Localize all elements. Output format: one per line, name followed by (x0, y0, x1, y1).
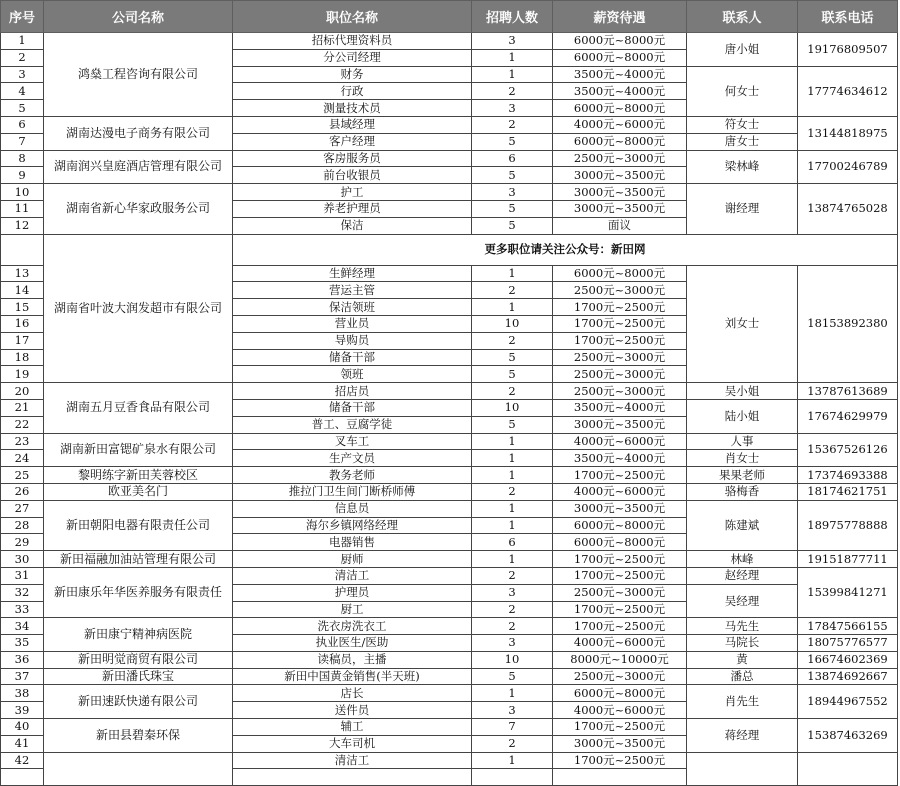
position-cell: 读稿员，主播 (233, 651, 472, 668)
position-cell: 导购员 (233, 332, 472, 349)
row-number-cell: 32 (1, 584, 44, 601)
row-number-cell: 41 (1, 735, 44, 752)
row-number-cell: 36 (1, 651, 44, 668)
salary-cell: 面议 (553, 217, 687, 234)
row-number-cell: 26 (1, 483, 44, 500)
headcount-cell: 1 (472, 66, 553, 83)
headcount-cell: 5 (472, 200, 553, 217)
company-cell: 湖南省叶波大润发超市有限公司 (44, 234, 233, 383)
salary-cell: 1700元~2500元 (553, 567, 687, 584)
contact-cell: 肖女士 (687, 450, 798, 467)
row-number-cell: 5 (1, 100, 44, 117)
headcount-cell: 5 (472, 217, 553, 234)
salary-cell: 6000元~8000元 (553, 100, 687, 117)
company-cell: 新田朝阳电器有限责任公司 (44, 500, 233, 550)
position-cell: 财务 (233, 66, 472, 83)
company-cell: 新田康宁精神病医院 (44, 618, 233, 652)
position-cell: 保洁 (233, 217, 472, 234)
table-row (1, 33, 898, 50)
phone-cell: 19176809507 (798, 33, 898, 67)
headcount-cell: 5 (472, 366, 553, 383)
headcount-cell: 1 (472, 450, 553, 467)
phone-cell: 17847566155 (798, 618, 898, 635)
salary-cell: 1700元~2500元 (553, 618, 687, 635)
row-number-cell: 38 (1, 685, 44, 702)
salary-cell: 3000元~3500元 (553, 184, 687, 201)
row-number-cell: 22 (1, 416, 44, 433)
headcount-cell: 6 (472, 534, 553, 551)
phone-cell: 16674602369 (798, 651, 898, 668)
salary-cell: 2500元~3000元 (553, 668, 687, 685)
company-cell: 新田速跃快递有限公司 (44, 685, 233, 719)
headcount-cell: 3 (472, 584, 553, 601)
row-number-cell: 42 (1, 752, 44, 769)
headcount-cell: 3 (472, 33, 553, 50)
header-company: 公司名称 (44, 1, 233, 33)
position-cell: 海尔乡镇网络经理 (233, 517, 472, 534)
headcount-cell: 5 (472, 133, 553, 150)
table-row (1, 150, 898, 167)
headcount-cell: 2 (472, 735, 553, 752)
contact-cell: 吴小姐 (687, 383, 798, 400)
phone-cell: 18975778888 (798, 500, 898, 550)
headcount-cell: 3 (472, 184, 553, 201)
row-number-cell: 19 (1, 366, 44, 383)
contact-cell (687, 752, 798, 786)
phone-cell: 13874692667 (798, 668, 898, 685)
headcount-cell: 5 (472, 416, 553, 433)
company-cell: 新田康乐年华医养服务有限责任 (44, 567, 233, 617)
salary-cell: 6000元~8000元 (553, 685, 687, 702)
table-row (1, 752, 898, 769)
company-cell: 新田县碧秦环保 (44, 719, 233, 753)
row-number-cell: 31 (1, 567, 44, 584)
contact-cell: 符女士 (687, 116, 798, 133)
salary-cell: 3500元~4000元 (553, 399, 687, 416)
row-number-cell: 21 (1, 399, 44, 416)
row-number-cell: 33 (1, 601, 44, 618)
salary-cell: 3000元~3500元 (553, 167, 687, 184)
salary-cell: 1700元~2500元 (553, 332, 687, 349)
position-cell: 前台收银员 (233, 167, 472, 184)
phone-cell: 15399841271 (798, 567, 898, 617)
headcount-cell: 1 (472, 517, 553, 534)
contact-cell: 果果老师 (687, 467, 798, 484)
row-number-cell: 29 (1, 534, 44, 551)
salary-cell: 4000元~6000元 (553, 702, 687, 719)
salary-cell: 1700元~2500元 (553, 719, 687, 736)
contact-cell: 马先生 (687, 618, 798, 635)
position-cell: 领班 (233, 366, 472, 383)
table-row (1, 467, 898, 484)
table-row (1, 184, 898, 201)
header-count: 招聘人数 (472, 1, 553, 33)
salary-cell: 4000元~6000元 (553, 483, 687, 500)
phone-cell: 13874765028 (798, 184, 898, 234)
company-cell: 黎明练字新田芙蓉校区 (44, 467, 233, 484)
position-cell: 保洁领班 (233, 299, 472, 316)
contact-cell: 肖先生 (687, 685, 798, 719)
contact-cell: 陈建斌 (687, 500, 798, 550)
row-number-cell: 2 (1, 49, 44, 66)
company-cell: 新田潘氏珠宝 (44, 668, 233, 685)
company-cell: 湖南省新心华家政服务公司 (44, 184, 233, 234)
salary-cell: 6000元~8000元 (553, 534, 687, 551)
table-row (1, 685, 898, 702)
row-number-cell: 35 (1, 635, 44, 652)
position-cell: 清洁工 (233, 752, 472, 769)
row-number-cell: 1 (1, 33, 44, 50)
row-number-cell: 18 (1, 349, 44, 366)
salary-cell: 6000元~8000元 (553, 517, 687, 534)
position-cell: 营业员 (233, 315, 472, 332)
contact-cell: 蒋经理 (687, 719, 798, 753)
position-cell: 招标代理资料员 (233, 33, 472, 50)
position-cell: 推拉门卫生间门断桥师傅 (233, 483, 472, 500)
table-row (1, 234, 898, 265)
row-number-cell: 16 (1, 315, 44, 332)
phone-cell: 17674629979 (798, 399, 898, 433)
position-cell: 厨师 (233, 551, 472, 568)
company-cell: 鸿燊工程咨询有限公司 (44, 33, 233, 117)
header-position: 职位名称 (233, 1, 472, 33)
contact-cell: 马院长 (687, 635, 798, 652)
contact-cell: 潘总 (687, 668, 798, 685)
row-number-cell: 34 (1, 618, 44, 635)
row-number-cell: 11 (1, 200, 44, 217)
row-number-cell: 12 (1, 217, 44, 234)
wechat-notice: 更多职位请关注公众号：新田网 (233, 234, 898, 265)
salary-cell: 2500元~3000元 (553, 349, 687, 366)
phone-cell: 17774634612 (798, 66, 898, 116)
headcount-cell: 7 (472, 719, 553, 736)
row-number-cell: 25 (1, 467, 44, 484)
company-cell: 新田明觉商贸有限公司 (44, 651, 233, 668)
phone-cell: 15367526126 (798, 433, 898, 467)
position-cell: 信息员 (233, 500, 472, 517)
salary-cell: 3500元~4000元 (553, 83, 687, 100)
position-cell: 分公司经理 (233, 49, 472, 66)
position-cell (233, 769, 472, 786)
row-number-cell: 15 (1, 299, 44, 316)
headcount-cell: 6 (472, 150, 553, 167)
phone-cell: 18075776577 (798, 635, 898, 652)
table-row (1, 618, 898, 635)
contact-cell: 梁林峰 (687, 150, 798, 184)
header-phone: 联系电话 (798, 1, 898, 33)
headcount-cell: 5 (472, 668, 553, 685)
row-number-cell: 24 (1, 450, 44, 467)
contact-cell: 人事 (687, 433, 798, 450)
salary-cell: 4000元~6000元 (553, 433, 687, 450)
headcount-cell: 2 (472, 567, 553, 584)
table-row (1, 651, 898, 668)
position-cell: 测量技术员 (233, 100, 472, 117)
salary-cell: 2500元~3000元 (553, 584, 687, 601)
row-number-cell (1, 769, 44, 786)
table-row (1, 116, 898, 133)
table-row (1, 668, 898, 685)
position-cell: 辅工 (233, 719, 472, 736)
company-cell (44, 752, 233, 786)
salary-cell: 4000元~6000元 (553, 635, 687, 652)
phone-cell (798, 752, 898, 786)
row-number-cell: 17 (1, 332, 44, 349)
headcount-cell: 1 (472, 49, 553, 66)
salary-cell: 3500元~4000元 (553, 450, 687, 467)
table-row (1, 719, 898, 736)
headcount-cell: 3 (472, 702, 553, 719)
salary-cell (553, 769, 687, 786)
table-row (1, 483, 898, 500)
headcount-cell: 10 (472, 399, 553, 416)
row-number-cell: 27 (1, 500, 44, 517)
table-row (1, 433, 898, 450)
position-cell: 大车司机 (233, 735, 472, 752)
salary-cell: 6000元~8000元 (553, 49, 687, 66)
row-number-cell: 30 (1, 551, 44, 568)
position-cell: 生鲜经理 (233, 265, 472, 282)
salary-cell: 3500元~4000元 (553, 66, 687, 83)
row-number-cell: 7 (1, 133, 44, 150)
position-cell: 县域经理 (233, 116, 472, 133)
position-cell: 送件员 (233, 702, 472, 719)
salary-cell: 2500元~3000元 (553, 282, 687, 299)
headcount-cell: 1 (472, 433, 553, 450)
row-number-cell: 20 (1, 383, 44, 400)
phone-cell: 13787613689 (798, 383, 898, 400)
headcount-cell: 2 (472, 116, 553, 133)
headcount-cell: 10 (472, 651, 553, 668)
position-cell: 电器销售 (233, 534, 472, 551)
row-number-cell: 9 (1, 167, 44, 184)
headcount-cell: 5 (472, 349, 553, 366)
contact-cell: 黄 (687, 651, 798, 668)
phone-cell: 18944967552 (798, 685, 898, 719)
salary-cell: 2500元~3000元 (553, 383, 687, 400)
contact-cell: 吴经理 (687, 584, 798, 618)
row-number-cell (1, 234, 44, 265)
position-cell: 洗衣房洗衣工 (233, 618, 472, 635)
headcount-cell: 1 (472, 467, 553, 484)
headcount-cell: 2 (472, 83, 553, 100)
position-cell: 生产文员 (233, 450, 472, 467)
contact-cell: 唐小姐 (687, 33, 798, 67)
position-cell: 营运主管 (233, 282, 472, 299)
headcount-cell: 5 (472, 167, 553, 184)
headcount-cell: 2 (472, 282, 553, 299)
position-cell: 客房服务员 (233, 150, 472, 167)
headcount-cell: 1 (472, 551, 553, 568)
header-no: 序号 (1, 1, 44, 33)
position-cell: 行政 (233, 83, 472, 100)
salary-cell: 1700元~2500元 (553, 752, 687, 769)
header-contact: 联系人 (687, 1, 798, 33)
salary-cell: 6000元~8000元 (553, 265, 687, 282)
contact-cell: 骆梅香 (687, 483, 798, 500)
position-cell: 护工 (233, 184, 472, 201)
contact-cell: 谢经理 (687, 184, 798, 234)
salary-cell: 8000元~10000元 (553, 651, 687, 668)
phone-cell: 18153892380 (798, 265, 898, 383)
position-cell: 招店员 (233, 383, 472, 400)
company-cell: 湖南五月豆香食品有限公司 (44, 383, 233, 433)
contact-cell: 陆小姐 (687, 399, 798, 433)
position-cell: 客户经理 (233, 133, 472, 150)
position-cell: 护理员 (233, 584, 472, 601)
row-number-cell: 28 (1, 517, 44, 534)
headcount-cell: 1 (472, 685, 553, 702)
salary-cell: 6000元~8000元 (553, 133, 687, 150)
salary-cell: 1700元~2500元 (553, 315, 687, 332)
salary-cell: 6000元~8000元 (553, 33, 687, 50)
table-row (1, 383, 898, 400)
row-number-cell: 10 (1, 184, 44, 201)
headcount-cell: 2 (472, 332, 553, 349)
salary-cell: 1700元~2500元 (553, 551, 687, 568)
position-cell: 储备干部 (233, 349, 472, 366)
position-cell: 叉车工 (233, 433, 472, 450)
company-cell: 欧亚美名门 (44, 483, 233, 500)
headcount-cell: 2 (472, 483, 553, 500)
position-cell: 养老护理员 (233, 200, 472, 217)
salary-cell: 1700元~2500元 (553, 299, 687, 316)
row-number-cell: 37 (1, 668, 44, 685)
contact-cell: 林峰 (687, 551, 798, 568)
headcount-cell: 1 (472, 500, 553, 517)
row-number-cell: 4 (1, 83, 44, 100)
salary-cell: 3000元~3500元 (553, 735, 687, 752)
salary-cell: 1700元~2500元 (553, 601, 687, 618)
headcount-cell: 10 (472, 315, 553, 332)
headcount-cell: 2 (472, 383, 553, 400)
row-number-cell: 40 (1, 719, 44, 736)
contact-cell: 何女士 (687, 66, 798, 116)
header-salary: 薪资待遇 (553, 1, 687, 33)
headcount-cell (472, 769, 553, 786)
contact-cell: 刘女士 (687, 265, 798, 383)
table-row (1, 567, 898, 584)
headcount-cell: 2 (472, 618, 553, 635)
position-cell: 清洁工 (233, 567, 472, 584)
salary-cell: 2500元~3000元 (553, 366, 687, 383)
row-number-cell: 39 (1, 702, 44, 719)
headcount-cell: 2 (472, 601, 553, 618)
table-row (1, 551, 898, 568)
position-cell: 店长 (233, 685, 472, 702)
salary-cell: 3000元~3500元 (553, 416, 687, 433)
position-cell: 教务老师 (233, 467, 472, 484)
position-cell: 执业医生/医助 (233, 635, 472, 652)
phone-cell: 17374693388 (798, 467, 898, 484)
headcount-cell: 1 (472, 265, 553, 282)
headcount-cell: 1 (472, 299, 553, 316)
position-cell: 普工、豆腐学徒 (233, 416, 472, 433)
row-number-cell: 23 (1, 433, 44, 450)
position-cell: 储备干部 (233, 399, 472, 416)
salary-cell: 1700元~2500元 (553, 467, 687, 484)
company-cell: 湖南达漫电子商务有限公司 (44, 116, 233, 150)
salary-cell: 3000元~3500元 (553, 500, 687, 517)
row-number-cell: 3 (1, 66, 44, 83)
headcount-cell: 3 (472, 635, 553, 652)
company-cell: 湖南润兴皇庭酒店管理有限公司 (44, 150, 233, 184)
header-row (1, 1, 898, 33)
contact-cell: 唐女士 (687, 133, 798, 150)
row-number-cell: 13 (1, 265, 44, 282)
row-number-cell: 6 (1, 116, 44, 133)
contact-cell: 赵经理 (687, 567, 798, 584)
position-cell: 新田中国黄金销售(半天班) (233, 668, 472, 685)
row-number-cell: 8 (1, 150, 44, 167)
company-cell: 新田福融加油站管理有限公司 (44, 551, 233, 568)
position-cell: 厨工 (233, 601, 472, 618)
phone-cell: 19151877711 (798, 551, 898, 568)
salary-cell: 2500元~3000元 (553, 150, 687, 167)
phone-cell: 18174621751 (798, 483, 898, 500)
salary-cell: 3000元~3500元 (553, 200, 687, 217)
table-row (1, 500, 898, 517)
phone-cell: 13144818975 (798, 116, 898, 150)
salary-cell: 4000元~6000元 (553, 116, 687, 133)
phone-cell: 15387463269 (798, 719, 898, 753)
row-number-cell: 14 (1, 282, 44, 299)
company-cell: 湖南新田富锶矿泉水有限公司 (44, 433, 233, 467)
phone-cell: 17700246789 (798, 150, 898, 184)
headcount-cell: 1 (472, 752, 553, 769)
headcount-cell: 3 (472, 100, 553, 117)
